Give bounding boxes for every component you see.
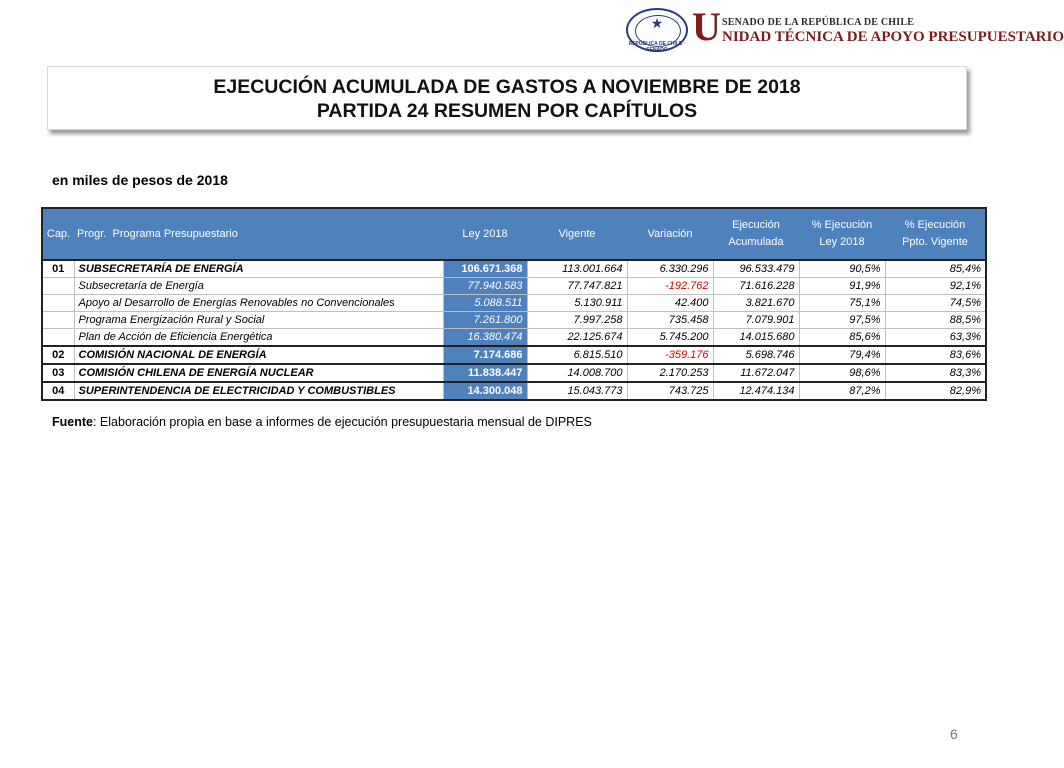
cell-cap: 01 — [42, 260, 74, 278]
cell-pct-ley: 98,6% — [799, 364, 885, 382]
table-row — [42, 260, 986, 278]
table-row — [42, 312, 986, 329]
cell-programa: COMISIÓN NACIONAL DE ENERGÍA — [74, 346, 443, 364]
col-header-ley: Ley 2018 — [443, 208, 527, 260]
cell-pct-vigente: 85,4% — [885, 260, 986, 278]
cell-pct-ley: 90,5% — [799, 260, 885, 278]
cell-variacion: 735.458 — [627, 312, 713, 329]
cell-ley: 77.940.583 — [443, 278, 527, 295]
cell-vigente: 14.008.700 — [527, 364, 627, 382]
senate-seal-icon: ★ REPÚBLICA DE CHILE · SENADO — [626, 8, 688, 52]
col-header-variacion: Variación — [627, 208, 713, 260]
col-header-cap: Cap. — [42, 208, 74, 260]
logo-letter: U — [692, 4, 721, 49]
logo-unit-line: NIDAD TÉCNICA DE APOYO PRESUPUESTARIO — [722, 29, 1064, 45]
cell-ley: 5.088.511 — [443, 295, 527, 312]
cell-ley: 11.838.447 — [443, 364, 527, 382]
table-row — [42, 346, 986, 364]
cell-vigente: 6.815.510 — [527, 346, 627, 364]
table-row — [42, 295, 986, 312]
cell-cap: 02 — [42, 346, 74, 364]
cell-variacion: 743.725 — [627, 382, 713, 400]
title-line-1: EJECUCIÓN ACUMULADA DE GASTOS A NOVIEMBRE DE 2018 — [213, 76, 801, 98]
col-header-progr: Progr. — [77, 227, 107, 240]
budget-table — [41, 207, 987, 401]
cell-cap — [42, 295, 74, 312]
cell-cap: 04 — [42, 382, 74, 400]
cell-pct-vigente: 74,5% — [885, 295, 986, 312]
col-header-vigente: Vigente — [527, 208, 627, 260]
cell-programa: Plan de Acción de Eficiencia Energética — [74, 329, 443, 347]
cell-programa: SUPERINTENDENCIA DE ELECTRICIDAD Y COMBUSTIBLES — [74, 382, 443, 400]
cell-programa: Apoyo al Desarrollo de Energías Renovables no Convencionales — [74, 295, 443, 312]
cell-variacion: 5.745.200 — [627, 329, 713, 347]
senate-logo — [626, 4, 1064, 56]
cell-cap — [42, 312, 74, 329]
cell-ejecucion: 3.821.670 — [713, 295, 799, 312]
cell-ejecucion: 7.079.901 — [713, 312, 799, 329]
table-row — [42, 278, 986, 295]
cell-pct-vigente: 88,5% — [885, 312, 986, 329]
cell-ejecucion: 71.616.228 — [713, 278, 799, 295]
cell-ley: 7.174.686 — [443, 346, 527, 364]
cell-cap — [42, 278, 74, 295]
logo-senate-line: SENADO DE LA REPÚBLICA DE CHILE — [722, 17, 915, 28]
cell-cap: 03 — [42, 364, 74, 382]
cell-programa: Subsecretaría de Energía — [74, 278, 443, 295]
cell-ejecucion: 14.015.680 — [713, 329, 799, 347]
cell-ejecucion: 5.698.746 — [713, 346, 799, 364]
cell-pct-vigente: 83,3% — [885, 364, 986, 382]
cell-programa: COMISIÓN CHILENA DE ENERGÍA NUCLEAR — [74, 364, 443, 382]
cell-ley: 106.671.368 — [443, 260, 527, 278]
cell-vigente: 113.001.664 — [527, 260, 627, 278]
source-label: Fuente — [52, 415, 93, 429]
table-row — [42, 364, 986, 382]
cell-pct-ley: 91,9% — [799, 278, 885, 295]
cell-pct-ley: 87,2% — [799, 382, 885, 400]
cell-variacion: -192.762 — [627, 278, 713, 295]
cell-ejecucion: 96.533.479 — [713, 260, 799, 278]
cell-cap — [42, 329, 74, 347]
col-header-programa — [74, 208, 443, 260]
cell-pct-ley: 75,1% — [799, 295, 885, 312]
cell-vigente: 5.130.911 — [527, 295, 627, 312]
cell-ley: 14.300.048 — [443, 382, 527, 400]
cell-pct-vigente: 83,6% — [885, 346, 986, 364]
col-header-programa-label: Programa Presupuestario — [112, 227, 238, 240]
source-note — [52, 415, 592, 429]
cell-vigente: 15.043.773 — [527, 382, 627, 400]
cell-pct-vigente: 92,1% — [885, 278, 986, 295]
cell-programa: SUBSECRETARÍA DE ENERGÍA — [74, 260, 443, 278]
cell-ley: 16.380.474 — [443, 329, 527, 347]
cell-ejecucion: 12.474.134 — [713, 382, 799, 400]
slide-title — [47, 66, 967, 130]
cell-vigente: 7.997.258 — [527, 312, 627, 329]
cell-ejecucion: 11.672.047 — [713, 364, 799, 382]
cell-ley: 7.261.800 — [443, 312, 527, 329]
title-line-2: PARTIDA 24 RESUMEN POR CAPÍTULOS — [316, 100, 698, 122]
table-row — [42, 382, 986, 400]
cell-variacion: 2.170.253 — [627, 364, 713, 382]
source-text: : Elaboración propia en base a informes de ejecución presupuestaria mensual de DIPRES — [92, 415, 592, 429]
cell-programa: Programa Energización Rural y Social — [74, 312, 443, 329]
cell-vigente: 77.747.821 — [527, 278, 627, 295]
cell-variacion: 42.400 — [627, 295, 713, 312]
col-header-pct-ley: % Ejecución Ley 2018 — [799, 208, 885, 260]
col-header-ejecucion: Ejecución Acumulada — [713, 208, 799, 260]
cell-pct-ley: 79,4% — [799, 346, 885, 364]
cell-variacion: 6.330.296 — [627, 260, 713, 278]
table-header-row — [42, 208, 986, 260]
cell-pct-vigente: 82,9% — [885, 382, 986, 400]
cell-variacion: -359.176 — [627, 346, 713, 364]
cell-pct-ley: 97,5% — [799, 312, 885, 329]
cell-pct-ley: 85,6% — [799, 329, 885, 347]
page-number: 6 — [950, 726, 958, 742]
cell-vigente: 22.125.674 — [527, 329, 627, 347]
table-row — [42, 329, 986, 347]
unit-label: en miles de pesos de 2018 — [52, 172, 228, 188]
col-header-pct-vigente: % Ejecución Ppto. Vigente — [885, 208, 986, 260]
cell-pct-vigente: 63,3% — [885, 329, 986, 347]
